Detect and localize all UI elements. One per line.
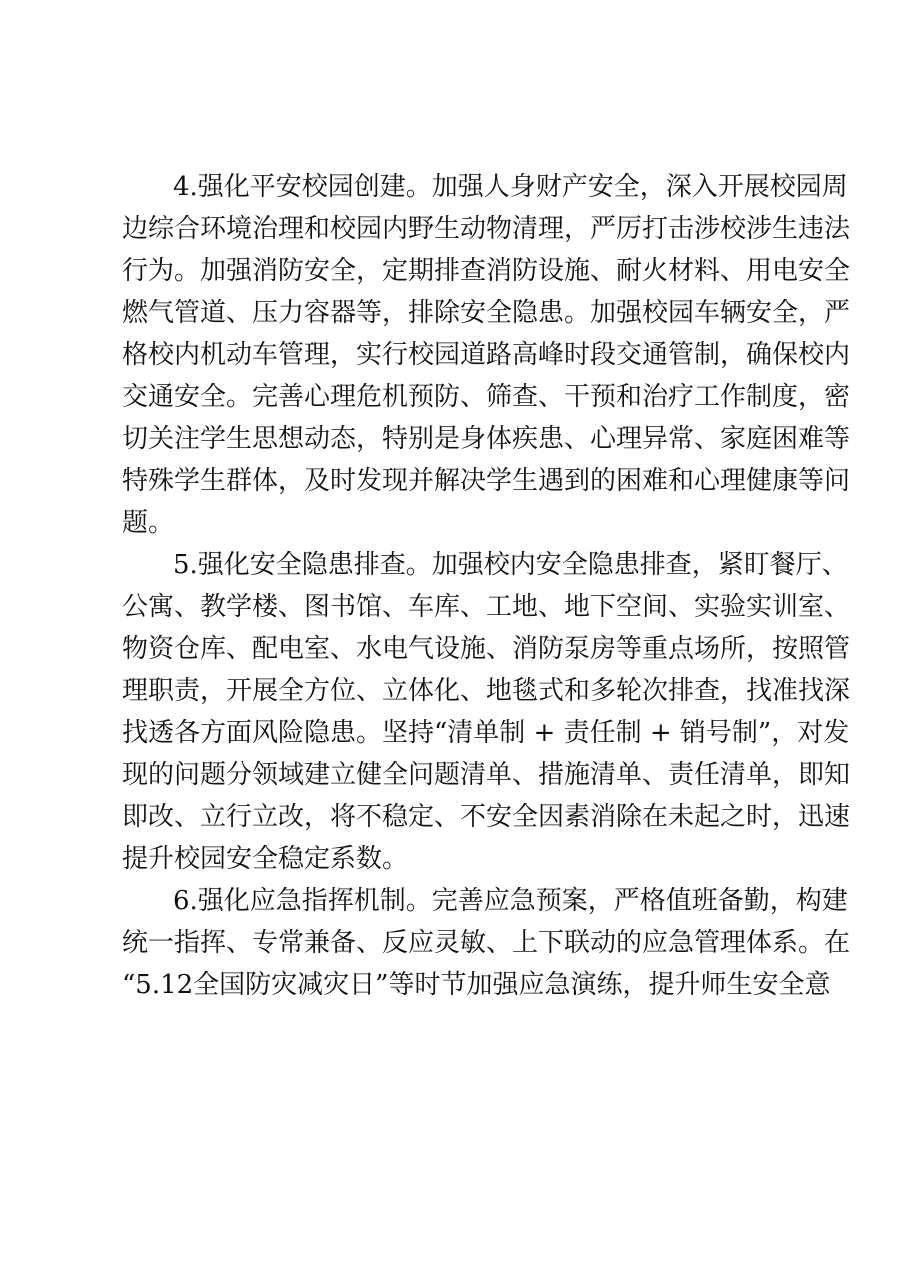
text-line: 边综合环境治理和校园内野生动物清理，严厉打击涉校涉生违法 bbox=[122, 214, 851, 244]
text-line: 即改、立行立改，将不稳定、不安全因素消除在未起之时，迅速 bbox=[122, 802, 851, 832]
text-line: 燃气管道、压力容器等，排除安全隐患。加强校园车辆安全，严 bbox=[122, 298, 851, 328]
text-line: 5.强化安全隐患排查。加强校内安全隐患排查，紧盯餐厅、 bbox=[173, 550, 848, 580]
text-line: 提升校园安全稳定系数。 bbox=[122, 844, 409, 874]
paragraph-5-hazard-inspection bbox=[122, 544, 851, 880]
text-line: 4.强化平安校园创建。加强人身财产安全，深入开展校园周 bbox=[173, 172, 848, 202]
text-line: 公寓、教学楼、图书馆、车库、工地、地下空间、实验实训室、 bbox=[122, 592, 851, 622]
text-line: 特殊学生群体，及时发现并解决学生遇到的困难和心理健康等问 bbox=[122, 466, 851, 496]
text-line: 6.强化应急指挥机制。完善应急预案，严格值班备勤，构建 bbox=[173, 886, 848, 916]
text-line: 切关注学生思想动态，特别是身体疾患、心理异常、家庭困难等 bbox=[122, 424, 851, 454]
text-line: 题。 bbox=[122, 508, 175, 538]
text-line: “5.12全国防灾减灾日”等时节加强应急演练，提升师生安全意 bbox=[122, 970, 831, 1000]
text-line: 格校内机动车管理，实行校园道路高峰时段交通管制，确保校内 bbox=[122, 340, 851, 370]
text-line: 理职责，开展全方位、立体化、地毯式和多轮次排查，找准找深 bbox=[122, 676, 851, 706]
paragraph-4-campus-safety bbox=[122, 166, 851, 544]
text-line: 现的问题分领域建立健全问题清单、措施清单、责任清单，即知 bbox=[122, 760, 851, 790]
paragraph-6-emergency-command bbox=[122, 880, 851, 1006]
document-body bbox=[122, 166, 851, 1006]
text-line: 行为。加强消防安全，定期排查消防设施、耐火材料、用电安全 bbox=[122, 256, 851, 286]
text-line: 找透各方面风险隐患。坚持“清单制 + 责任制 + 销号制”，对发 bbox=[122, 718, 850, 748]
text-line: 交通安全。完善心理危机预防、筛查、干预和治疗工作制度，密 bbox=[122, 382, 851, 412]
text-line: 物资仓库、配电室、水电气设施、消防泵房等重点场所，按照管 bbox=[122, 634, 851, 664]
text-line: 统一指挥、专常兼备、反应灵敏、上下联动的应急管理体系。在 bbox=[122, 928, 851, 958]
